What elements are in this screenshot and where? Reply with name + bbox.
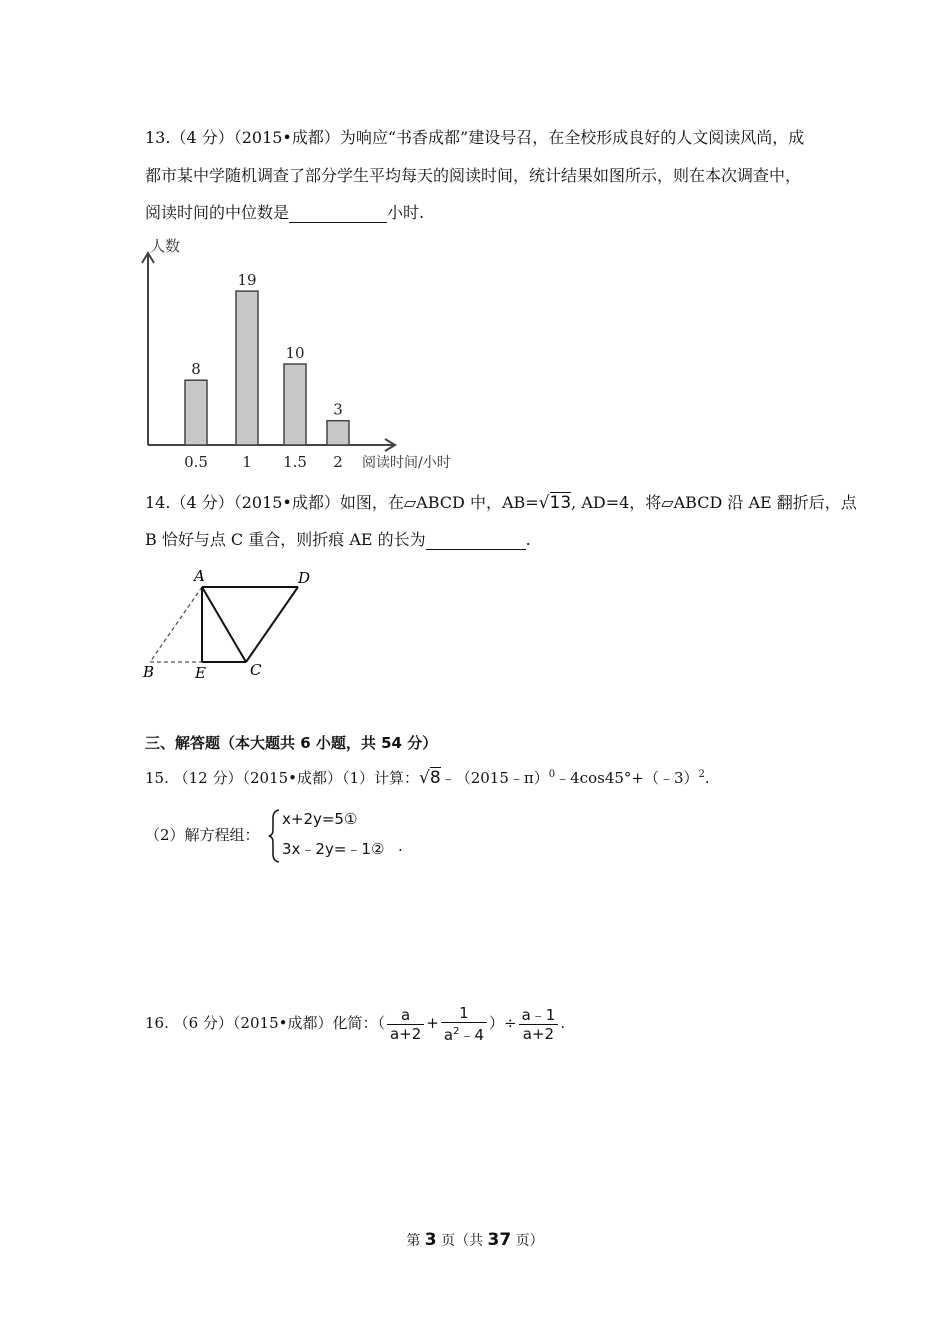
footer-total-pages: 37 (487, 1230, 512, 1250)
q15-expr-b: ﹣4cos45°+（﹣3） (555, 769, 699, 787)
parallelogram-fold-diagram (140, 565, 320, 685)
bar-value-label-1: 19 (237, 271, 257, 290)
bar-value-label-1.5: 10 (285, 344, 305, 362)
x-tick-label-0.5: 0.5 (184, 453, 208, 471)
q15-part2-label: （2）解方程组： (145, 826, 260, 844)
q15-sqrt-radicand: 8 (429, 768, 441, 788)
q13-line1: 13.（4 分）（2015•成都）为响应“书香成都”建设号召，在全校形成良好的人文阅读风尚，成 (145, 128, 805, 147)
q16-f3-numerator: a﹣1 (519, 1006, 559, 1025)
q16-line (145, 1000, 565, 1046)
q16-fraction-2 (441, 1004, 487, 1044)
segment-DC (246, 587, 298, 662)
q16-end: . (560, 1014, 566, 1032)
q15-sqrt: √8 (419, 768, 441, 788)
x-tick-label-1: 1 (242, 453, 252, 471)
equation-1: x+2y=5① (282, 810, 358, 828)
page-footer (0, 1230, 950, 1251)
y-axis-label: 人数 (150, 237, 181, 255)
q13-line3 (145, 203, 424, 223)
q15-expr-a: ﹣（2015﹣π） (440, 769, 549, 787)
q16-plus: + (426, 1014, 439, 1032)
segment-AC (202, 587, 246, 662)
point-label-A: A (194, 567, 205, 585)
bar-1 (236, 291, 258, 445)
footer-page-number: 3 (424, 1230, 437, 1250)
q13-answer-blank[interactable] (289, 222, 387, 223)
q14-line1 (145, 493, 857, 513)
point-label-B: B (143, 663, 155, 681)
q15-exponent-0: 0 (548, 769, 556, 780)
equation-2: 3x﹣2y=﹣1② (282, 840, 385, 858)
q14-sqrt-radicand: 13 (549, 493, 572, 513)
dashed-segment-AB (150, 587, 202, 662)
q15-exponent-2: 2 (698, 769, 705, 780)
chart-axes (142, 253, 395, 451)
q13-line3-text: 阅读时间的中位数是 (145, 203, 290, 222)
q15-prefix: 15. （12 分）（2015•成都）（1）计算： (145, 769, 420, 787)
x-axis-label: 阅读时间/小时 (362, 455, 451, 471)
point-label-C: C (250, 661, 262, 679)
x-tick-label-2: 2 (333, 453, 343, 471)
bar-0.5 (185, 380, 207, 445)
point-label-E: E (195, 664, 206, 682)
q16-f2-numerator: 1 (441, 1004, 487, 1023)
q14-answer-blank[interactable] (426, 549, 526, 550)
bar-value-label-0.5: 8 (191, 360, 201, 379)
q16-prefix: 16. （6 分）（2015•成都）化简：（ (145, 1014, 385, 1032)
section3-title: 三、解答题（本大题共 6 小题，共 54 分） (145, 734, 438, 752)
q14-line2-text: B 恰好与点 C 重合，则折痕 AE 的长为 (145, 530, 426, 549)
q15-end: . (704, 769, 710, 787)
q16-close-div: ）÷ (488, 1014, 517, 1032)
q14-line2-end: . (525, 530, 531, 549)
left-brace-icon (268, 808, 282, 864)
footer-pre: 第 (406, 1233, 421, 1249)
q16-f1-denominator: a+2 (389, 1024, 422, 1043)
q16-f1-numerator: a (387, 1006, 424, 1025)
q13-line3-end: 小时. (387, 203, 425, 222)
q13-line2: 都市某中学随机调查了部分学生平均每天的阅读时间，统计结果如图所示，则在本次调查中， (145, 166, 802, 185)
reading-time-bar-chart (130, 235, 475, 480)
q16-fraction-3 (519, 1006, 559, 1043)
bar-1.5 (284, 364, 306, 445)
q14-line2 (145, 530, 531, 550)
q15-part1 (145, 765, 710, 788)
q16-f2-denominator: $a^2﹣4$ (443, 1026, 484, 1044)
q14-line1-b: , AD=4，将▱ABCD 沿 AE 翻折后，点 (571, 493, 857, 512)
bar-2 (327, 421, 349, 445)
footer-mid: 页（共 (441, 1233, 484, 1249)
q14-sqrt: √13 (538, 493, 572, 513)
q14-line1-a: 14.（4 分）（2015•成都）如图，在▱ABCD 中，AB= (145, 493, 539, 512)
q15-part2-end: . (398, 837, 403, 855)
bar-value-label-2: 3 (333, 400, 343, 419)
chart-bars (185, 291, 349, 445)
footer-post: 页） (515, 1233, 544, 1249)
q16-fraction-1 (387, 1006, 424, 1043)
x-tick-label-1.5: 1.5 (283, 453, 307, 471)
q16-f3-denominator: a+2 (522, 1024, 555, 1043)
point-label-D: D (298, 569, 311, 587)
